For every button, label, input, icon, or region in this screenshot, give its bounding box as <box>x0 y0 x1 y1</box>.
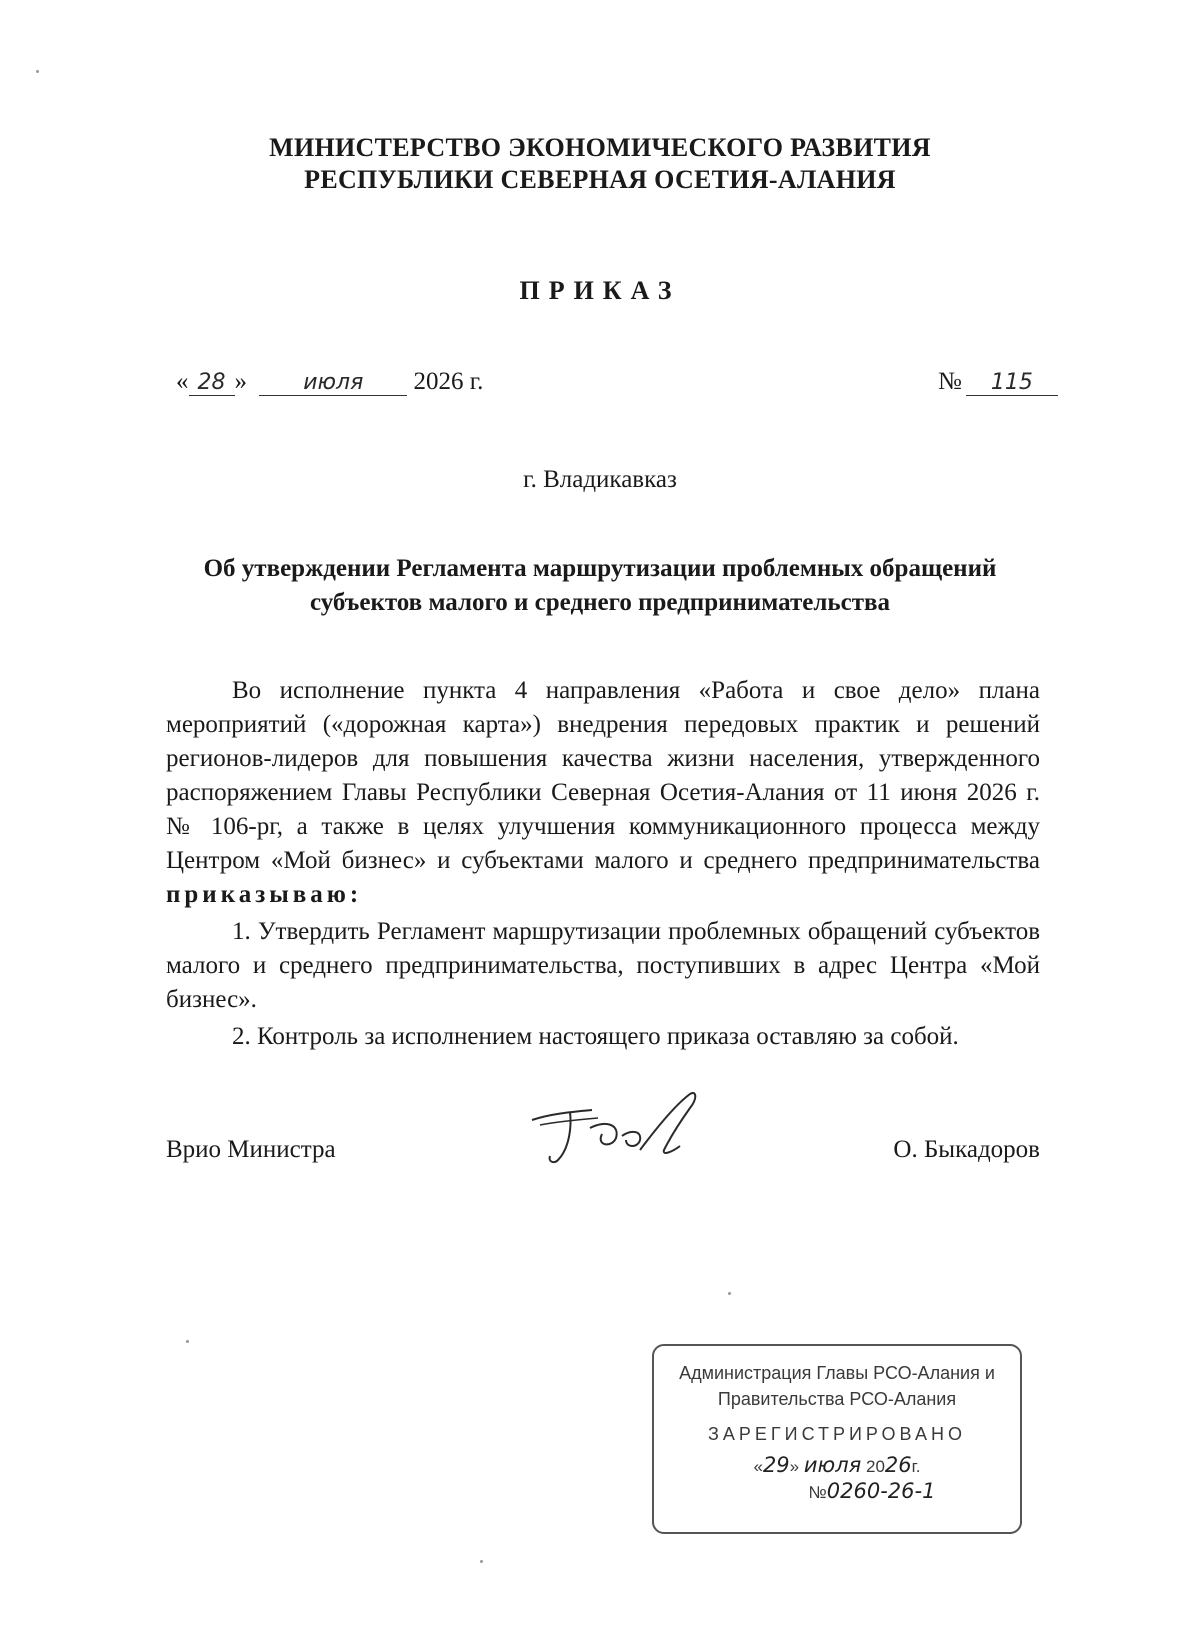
stamp-organization <box>654 1360 1020 1412</box>
stamp-year-unit: г. <box>911 1457 921 1476</box>
date-year: 2026 г. <box>413 368 484 395</box>
stamp-number-label: № <box>808 1483 827 1502</box>
stamp-date-open-quote: « <box>753 1457 763 1476</box>
item-2-paragraph <box>166 1020 1040 1054</box>
scan-speck <box>36 70 39 73</box>
item-1-paragraph <box>166 915 1040 1017</box>
city: г. Владикавказ <box>523 466 677 493</box>
order-number <box>938 368 1058 396</box>
preamble-text: Во исполнение пункта 4 направления «Работа и свое дело» плана мероприятий («дорожная карта») внедрения передовых практик и решений регионов-лидеров для повышения качества жизни населения, утвержденного распоряжением Главы Республики Северная Осетия-Алания от 11 июня 2026 г. № 106-рг, а также в целях улучшения коммуникационного процесса между Центром «Мой бизнес» и субъектами малого и среднего предпринимательства <box>166 677 1040 874</box>
stamp-year-prefix: 20 <box>866 1457 885 1476</box>
date-day-handwritten: 28 <box>189 371 235 396</box>
ministry-name-line1: МИНИСТЕРСТВО ЭКОНОМИЧЕСКОГО РАЗВИТИЯ <box>269 133 931 162</box>
subject-line1: Об утверждении Регламента маршрутизации проблемных обращений <box>203 555 997 582</box>
directive-word: приказываю: <box>166 881 363 908</box>
stamp-date-close-quote: » <box>789 1457 800 1476</box>
number-label: № <box>938 368 962 395</box>
scan-speck <box>728 1292 731 1295</box>
order-subject <box>0 552 1200 620</box>
stamp-year-suffix: 26 <box>884 1453 912 1477</box>
stamp-org-line2: Правительства РСО-Алания <box>717 1389 957 1409</box>
preamble-paragraph <box>166 674 1040 912</box>
signer-position: Врио Министра <box>166 1136 336 1163</box>
date-close-quote: » <box>234 368 247 395</box>
date-open-quote: « <box>176 368 189 395</box>
registration-stamp <box>652 1344 1022 1534</box>
order-title: ПРИКАЗ <box>519 276 681 305</box>
stamp-number-value: 0260-26-1 <box>826 1479 936 1503</box>
stamp-date <box>654 1453 1020 1477</box>
ministry-header <box>0 132 1200 196</box>
stamp-month: июля <box>803 1453 862 1477</box>
subject-line2: субъектов малого и среднего предпринимательства <box>309 589 891 616</box>
item-2-text: 2. Контроль за исполнением настоящего приказа оставляю за собой. <box>232 1023 959 1050</box>
date-month-handwritten: июля <box>259 371 407 396</box>
stamp-registered: ЗАРЕГИСТРИРОВАНО <box>708 1424 966 1444</box>
number-handwritten: 115 <box>966 371 1058 396</box>
signer-name: О. Быкадоров <box>893 1136 1040 1163</box>
handwritten-signature <box>530 1090 710 1185</box>
scan-speck <box>186 1340 189 1343</box>
ministry-name-line2: РЕСПУБЛИКИ СЕВЕРНАЯ ОСЕТИЯ-АЛАНИЯ <box>304 165 896 194</box>
item-1-text: 1. Утвердить Регламент маршрутизации проблемных обращений субъектов малого и среднего предпринимательства, поступивших в адрес Центра «Мой бизнес». <box>166 918 1040 1013</box>
signature-graphic <box>530 1090 710 1180</box>
stamp-org-line1: Администрация Главы РСО-Алания и <box>679 1363 995 1383</box>
stamp-number <box>654 1479 1020 1503</box>
scan-speck <box>480 1560 483 1563</box>
order-date <box>176 368 483 396</box>
stamp-day: 29 <box>762 1453 790 1477</box>
